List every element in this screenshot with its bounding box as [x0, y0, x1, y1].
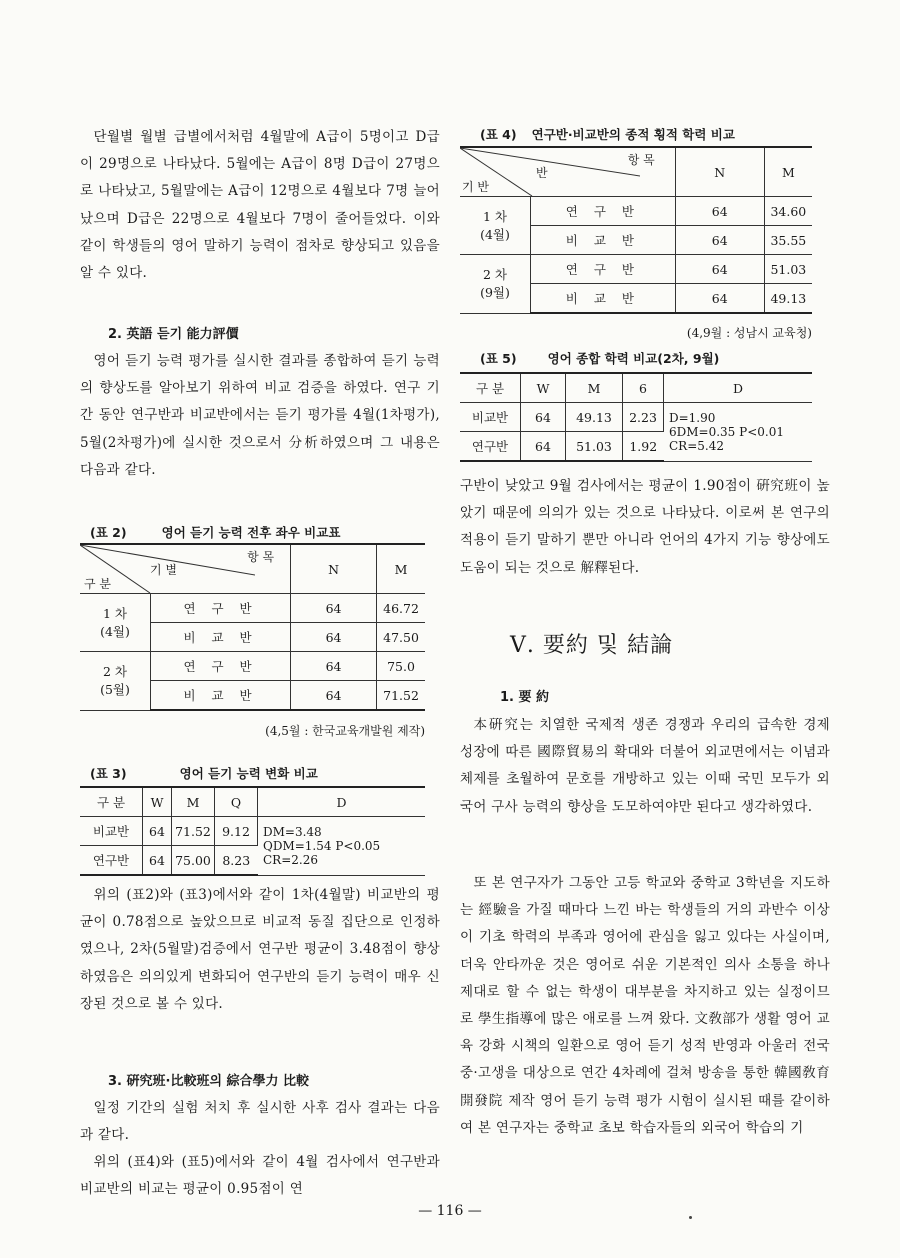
stat-line: QDM=1.54 P<0.05 — [263, 838, 381, 853]
stat-line: DM=3.48 — [263, 824, 322, 839]
table-cell: 49.13 — [764, 284, 812, 314]
table-4 — [460, 146, 812, 314]
header-label: 기 별 — [150, 563, 177, 577]
group-label — [460, 197, 531, 255]
section-heading: 3. 硏究班·比較班의 綜合學力 比較 — [108, 1074, 310, 1089]
row-label: 연 구 반 — [531, 255, 676, 284]
table-cell: 1.92 — [623, 432, 664, 462]
row-label: 연 구 반 — [531, 197, 676, 226]
table-3 — [80, 786, 425, 876]
paragraph: 또 본 연구자가 그동안 고등 학교와 중학교 3학년을 지도하는 經驗을 가질 때마다 느낀 바는 학생들의 거의 과반수 이상이 기초 학력의 부족과 영어에 관심을 잃고 있다는 사실이며, 더욱 안타까운 것은 영어로 쉬운 기본적인 의사 소통을 하나 제대로 할 수 없는 학생이 대부분을 차지하고 있는 실정이므로 學生指導에 많은 애로를 느껴 왔다. 文敎部가 생활 영어 교육 강화 시책의 일환으로 영어 듣기 성적 반영과 아울러 전국 중·고생을 대상으로 연간 4차례에 걸쳐 방송을 통한 韓國敎育開發院 제작 영어 듣기 능력 평가 시험이 실시된 때를 같이하여 본 연구자는 중학교 초보 학습자들의 외국어 학습의 기 — [460, 875, 830, 1136]
group-label-line: (4월) — [480, 226, 510, 242]
table-cell: 8.23 — [215, 846, 258, 876]
table-cell: 47.50 — [377, 623, 425, 652]
column-header: N — [291, 544, 377, 594]
table-2 — [80, 543, 425, 711]
table-caption — [90, 763, 440, 782]
group-label — [80, 652, 151, 711]
row-label: 비 교 반 — [151, 681, 291, 711]
group-label-line: 1 차 — [482, 208, 507, 224]
table-cell: 64 — [675, 226, 764, 255]
row-label: 연 구 반 — [151, 652, 291, 681]
table-caption — [480, 348, 830, 367]
table-number: (표 4) — [480, 127, 517, 142]
table-cell: 75.00 — [172, 846, 215, 876]
column-header: W — [143, 787, 172, 817]
row-label: 연 구 반 — [151, 594, 291, 623]
scan-speck — [689, 1216, 692, 1219]
group-label-line: (5월) — [100, 681, 130, 697]
d-statistics — [258, 817, 426, 876]
chapter-title: Ⅴ. 要約 및 結論 — [510, 633, 674, 658]
column-header: M — [377, 544, 425, 594]
diagonal-header — [80, 544, 291, 594]
group-label — [460, 255, 531, 314]
table-cell: 64 — [291, 652, 377, 681]
column-header: Q — [215, 787, 258, 817]
table-cell: 9.12 — [215, 817, 258, 846]
header-label: 항 목 — [627, 153, 655, 167]
table-cell: 46.72 — [377, 594, 425, 623]
table-cell: 75.0 — [377, 652, 425, 681]
table-source: (4,5월 : 한국교육개발원 제작) — [265, 724, 425, 738]
paragraph: 단월별 월별 급별에서처럼 4월말에 A급이 5명이고 D급이 29명으로 나타났다. 5월에는 A급이 8명 D급이 27명으로 나타났고, 5월말에는 A급이 12명으로 4월보다 7명 늘어났으며 D급은 22명으로 4월보다 7명이 줄어들었다. 이와 같이 학생들의 영어 말하기 능력이 점차로 향상되고 있음을 알 수 있다. — [80, 129, 440, 282]
paragraph: 위의 (표4)와 (표5)에서와 같이 4월 검사에서 연구반과 비교반의 비교는 평균이 0.95점이 연 — [80, 1154, 440, 1198]
row-label: 연구반 — [460, 432, 521, 462]
row-label: 비 교 반 — [531, 284, 676, 314]
table-cell: 64 — [291, 594, 377, 623]
group-label-line: 2 차 — [102, 663, 127, 679]
header-label: 항 목 — [247, 550, 275, 564]
table-cell: 64 — [291, 623, 377, 652]
stat-line: CR=2.26 — [263, 852, 318, 867]
table-cell: 64 — [675, 284, 764, 314]
header-label: 기 반 — [462, 180, 489, 194]
group-label-line: (9월) — [480, 284, 510, 300]
table-caption — [480, 124, 830, 143]
paragraph: 일정 기간의 실험 처치 후 실시한 사후 검사 결과는 다음과 같다. — [80, 1100, 440, 1144]
column-header: D — [664, 373, 813, 403]
table-cell: 64 — [143, 817, 172, 846]
table-cell: 71.52 — [172, 817, 215, 846]
table-cell: 51.03 — [566, 432, 623, 462]
group-label-line: 2 차 — [482, 266, 507, 282]
page-number: — 116 — — [418, 1203, 482, 1219]
column-header: M — [764, 147, 812, 197]
row-label: 비교반 — [80, 817, 143, 846]
table-number: (표 2) — [90, 525, 127, 540]
d-statistics — [664, 403, 813, 462]
table-cell: 64 — [675, 197, 764, 226]
column-header: W — [521, 373, 566, 403]
table-cell: 64 — [521, 403, 566, 432]
column-header: M — [172, 787, 215, 817]
table-cell: 35.55 — [764, 226, 812, 255]
table-cell: 49.13 — [566, 403, 623, 432]
table-cell: 2.23 — [623, 403, 664, 432]
table-source: (4,9월 : 성남시 교육청) — [686, 326, 812, 340]
group-label-line: 1 차 — [102, 605, 127, 621]
paragraph: 영어 듣기 능력 평가를 실시한 결과를 종합하여 듣기 능력의 향상도를 알아보기 위하여 비교 검증을 하였다. 연구 기간 동안 연구반과 비교반에서는 듣기 평가를 4월(1차평가), 5월(2차평가)에 실시한 것으로서 分析하였으며 그 내용은 다음과 같다. — [80, 353, 440, 478]
table-title: 영어 종합 학력 비교(2차, 9월) — [547, 351, 720, 366]
table-number: (표 3) — [90, 766, 127, 781]
table-number: (표 5) — [480, 351, 517, 366]
row-label: 연구반 — [80, 846, 143, 876]
column-header: 6 — [623, 373, 664, 403]
section-heading: 2. 英語 듣기 能力評價 — [108, 327, 239, 342]
table-caption — [90, 522, 440, 541]
column-header: N — [675, 147, 764, 197]
stat-line: CR=5.42 — [669, 438, 724, 453]
paragraph: 위의 (표2)와 (표3)에서와 같이 1차(4월말) 비교반의 평균이 0.78점으로 높았으므로 비교적 동질 집단으로 인정하였으나, 2차(5월말)검증에서 연구반 평균이 3.48점이 향상하였음은 의의있게 변화되어 연구반의 듣기 능력이 매우 신장된 것으로 볼 수 있다. — [80, 887, 440, 1012]
table-cell: 34.60 — [764, 197, 812, 226]
header-label: 구 분 — [84, 577, 111, 591]
column-header: 구 분 — [80, 787, 143, 817]
row-label: 비 교 반 — [151, 623, 291, 652]
column-header: 구 분 — [460, 373, 521, 403]
group-label-line: (4월) — [100, 623, 130, 639]
table-cell: 64 — [291, 681, 377, 711]
header-label: 반 — [536, 166, 548, 180]
stat-line: 6DM=0.35 P<0.01 — [669, 424, 784, 439]
paragraph: 本硏究는 치열한 국제적 생존 경쟁과 우리의 급속한 경제 성장에 따른 國際貿易의 확대와 더불어 외교면에서는 이념과 체제를 초월하여 문호를 개방하고 있는 이때 국민 모두가 외국어 구사 능력의 향상을 도모하여야만 된다고 생각하였다. — [460, 717, 830, 815]
column-header: M — [566, 373, 623, 403]
row-label: 비 교 반 — [531, 226, 676, 255]
table-cell: 71.52 — [377, 681, 425, 711]
table-title: 연구반·비교반의 종적 횡적 학력 비교 — [531, 127, 735, 142]
table-cell: 51.03 — [764, 255, 812, 284]
stat-line: D=1.90 — [669, 410, 716, 425]
table-cell: 64 — [521, 432, 566, 462]
paragraph: 구반이 낮았고 9월 검사에서는 평균이 1.90점이 硏究班이 높았기 때문에 의의가 있는 것으로 나타났다. 이로써 본 연구의 적용이 듣기 말하기 뿐만 아니라 언어의 4가지 기능 향상에도 도움이 되는 것으로 解釋된다. — [460, 478, 830, 576]
table-title: 영어 듣기 능력 변화 비교 — [179, 766, 318, 781]
table-title: 영어 듣기 능력 전후 좌우 비교표 — [161, 525, 341, 540]
section-heading: 1. 要 約 — [500, 690, 550, 705]
column-header: D — [258, 787, 426, 817]
diagonal-header — [460, 147, 675, 197]
table-5 — [460, 372, 812, 462]
group-label — [80, 594, 151, 652]
table-cell: 64 — [675, 255, 764, 284]
table-cell: 64 — [143, 846, 172, 876]
row-label: 비교반 — [460, 403, 521, 432]
